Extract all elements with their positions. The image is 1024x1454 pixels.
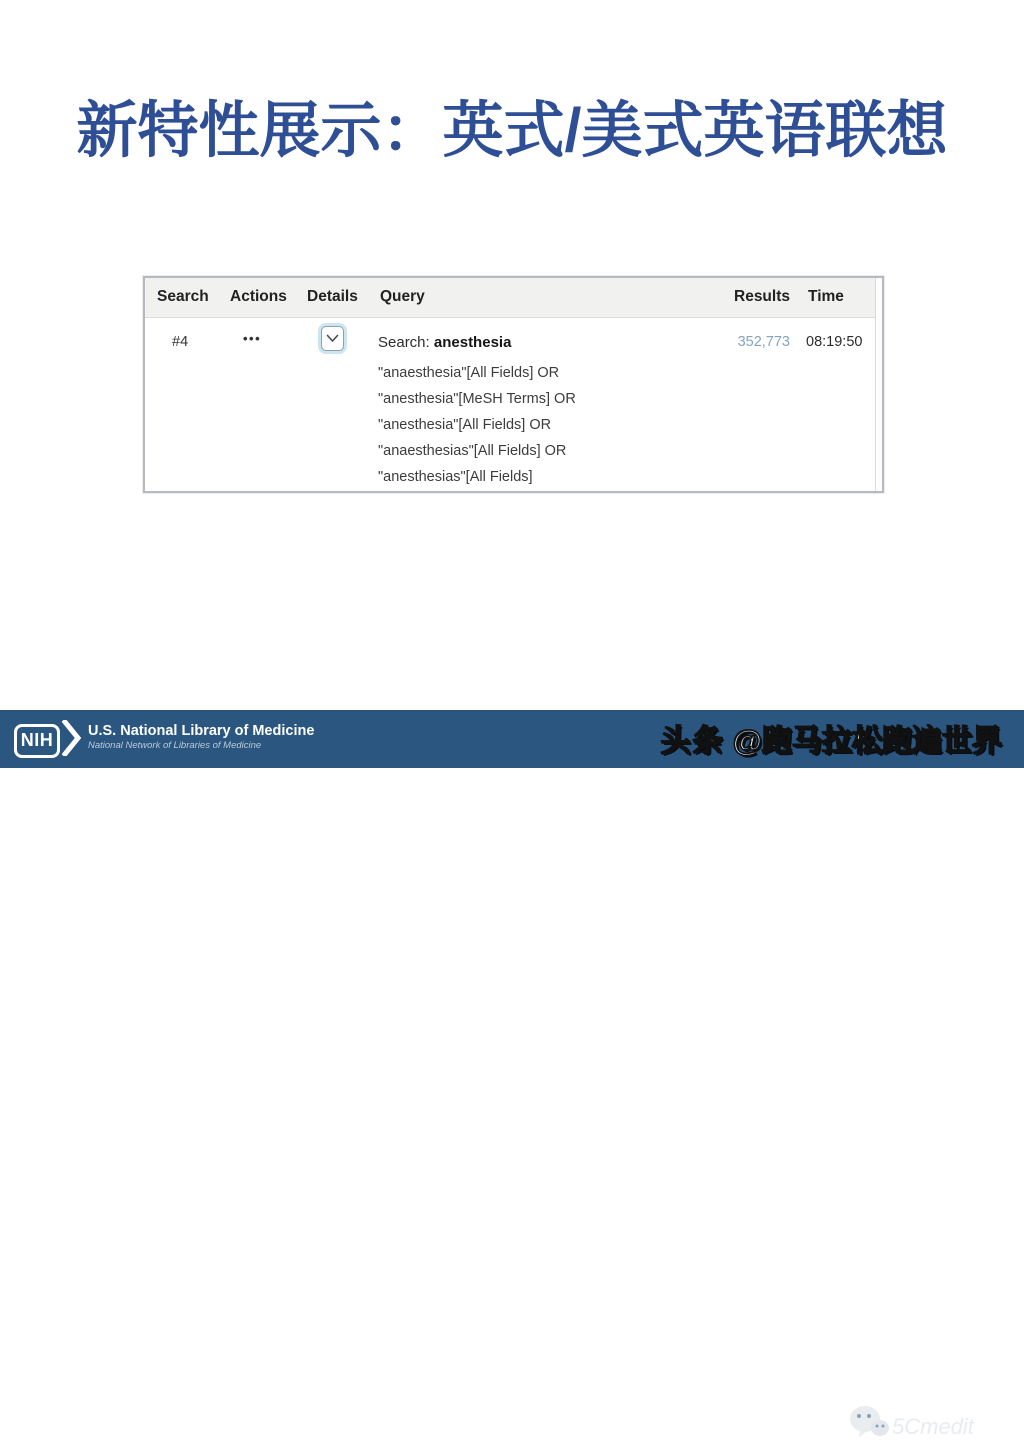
repost-watermark: [661, 716, 1002, 760]
column-header-actions: Actions: [230, 288, 287, 305]
org-name: U.S. National Library of Medicine: [88, 723, 315, 739]
wechat-watermark: [848, 1404, 1024, 1454]
column-header-details: Details: [307, 288, 358, 305]
footer-bar: [0, 710, 1024, 1439]
query-expansion: [378, 360, 576, 490]
column-header-query: Query: [380, 288, 425, 305]
search-number: #4: [172, 334, 189, 350]
query-line: "anesthesias"[All Fields]: [378, 469, 533, 485]
nih-logo-box: NIH: [14, 724, 60, 758]
column-header-time: Time: [808, 288, 844, 305]
slide-title: 新特性展示：英式/美式英语联想: [76, 96, 948, 164]
column-header-search: Search: [157, 288, 209, 305]
column-header-results: Results: [734, 288, 790, 305]
org-text: [88, 723, 314, 752]
actions-menu-button[interactable]: •••: [243, 331, 262, 346]
time-value: 08:19:50: [806, 334, 863, 350]
query-term: anesthesia: [433, 334, 512, 351]
query-line: "anesthesia"[MeSH Terms] OR: [378, 391, 576, 407]
watermark-brand: 头条: [660, 725, 725, 758]
query-line: "anaesthesias"[All Fields] OR: [378, 443, 567, 459]
vertical-scrollbar[interactable]: [875, 278, 882, 491]
query-cell: [378, 332, 576, 490]
nih-chevron-icon: [62, 720, 82, 761]
details-toggle-button[interactable]: [321, 326, 344, 351]
pubmed-history-panel: [143, 276, 884, 493]
org-subtitle: National Network of Libraries of Medicine: [88, 740, 262, 751]
results-count-link[interactable]: 352,773: [737, 334, 790, 350]
chevron-down-icon: [326, 334, 339, 343]
query-line: "anaesthesia"[All Fields] OR: [378, 365, 560, 381]
watermark-handle: @跑马拉松跑遍世界: [732, 725, 1002, 758]
history-table-header: [145, 278, 882, 318]
query-line: "anesthesia"[All Fields] OR: [378, 417, 552, 433]
faint-watermark-text: 5Cmedit: [892, 1414, 974, 1439]
query-heading: Search: anesthesia: [378, 334, 512, 351]
nih-logo: [14, 720, 82, 761]
